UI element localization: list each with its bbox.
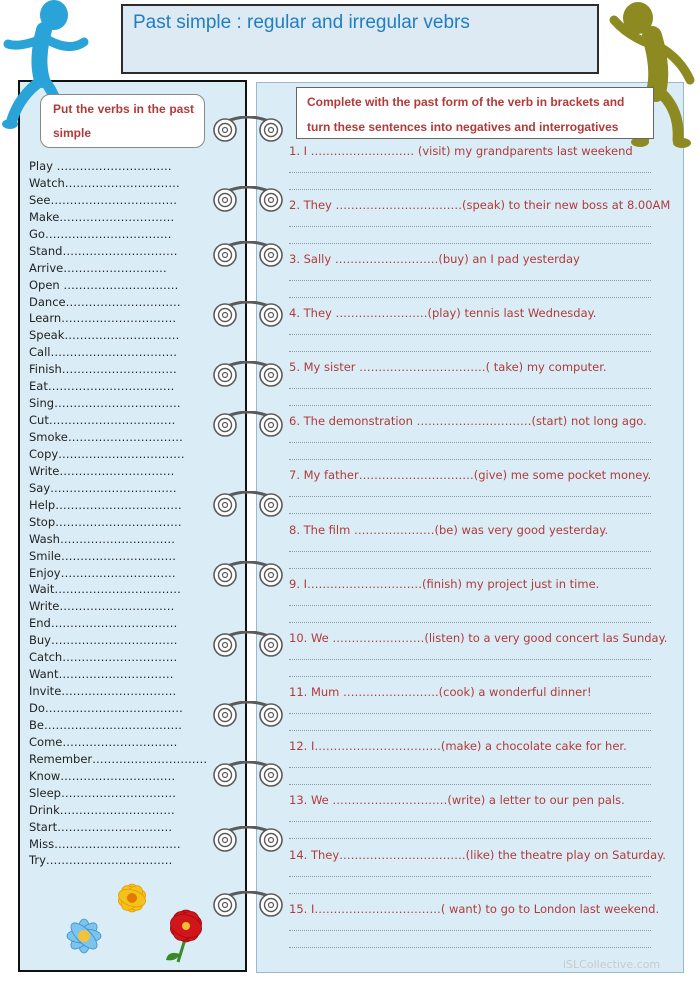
answer-line — [289, 659, 651, 660]
spiral-ring-icon — [211, 411, 285, 439]
spiral-ring-icon — [211, 186, 285, 214]
answer-line — [289, 351, 651, 352]
sentence-11: 11. Mum …………………….(cook) a wonderful dinner! — [289, 685, 592, 699]
sentence-8: 8. The film …………………(be) was very good yesterday. — [289, 523, 609, 537]
spiral-ring-icon — [211, 301, 285, 329]
answer-line — [289, 334, 651, 335]
spiral-ring-icon — [211, 631, 285, 659]
answer-line — [289, 767, 651, 768]
verb-item: Miss…………………………… — [29, 836, 181, 851]
verb-item: Invite………………………… — [29, 684, 177, 699]
right-instruction — [296, 87, 654, 139]
answer-line — [289, 784, 651, 785]
verb-item: Enjoy………………………… — [29, 565, 176, 580]
verb-item: Play ………………………… — [29, 159, 172, 173]
verb-item: Arrive……………………… — [29, 260, 167, 275]
answer-line — [289, 622, 651, 623]
verb-item: Start………………………… — [29, 819, 173, 834]
page-title: Past simple : regular and irregular vebrs — [133, 12, 470, 33]
answer-line — [289, 713, 651, 714]
verb-item: See…………………………… — [29, 192, 177, 207]
title-box — [121, 4, 599, 74]
answer-line — [289, 947, 651, 948]
answer-line — [289, 676, 651, 677]
verb-item: Dance………………………… — [29, 294, 181, 309]
verb-item: Cut…………………………… — [29, 413, 176, 428]
spiral-ring-icon — [211, 241, 285, 269]
verb-item: End…………………………… — [29, 616, 178, 631]
sentence-2: 2. They ……………………………(speak) to their new boss at 8.00AM — [289, 198, 671, 212]
answer-line — [289, 821, 651, 822]
answer-line — [289, 297, 651, 298]
sentence-5: 5. My sister ……………………………( take) my computer. — [289, 360, 607, 374]
answer-line — [289, 513, 651, 514]
verb-item: Go…………………………… — [29, 226, 172, 241]
verb-item: Write………………………… — [29, 599, 175, 614]
verb-list — [29, 158, 207, 869]
right-instruction-line1: Complete with the past form of the verb in brackets and — [307, 95, 625, 109]
spiral-ring-icon — [211, 891, 285, 919]
answer-line — [289, 551, 651, 552]
answer-line — [289, 730, 651, 731]
verb-item: Sing…………………………… — [29, 396, 181, 411]
verb-item: Stop…………………………… — [29, 514, 182, 529]
verb-item: Try…………………………… — [29, 853, 173, 868]
spiral-ring-icon — [211, 361, 285, 389]
yellow-flower-icon — [106, 876, 158, 920]
verb-item: Come………………………… — [29, 734, 178, 749]
verb-item: Buy…………………………… — [29, 633, 178, 648]
answer-line — [289, 496, 651, 497]
answer-line — [289, 893, 651, 894]
verb-item: Smoke………………………… — [29, 430, 183, 444]
verb-item: Wait…………………………… — [29, 582, 181, 597]
verb-item: Call…………………………… — [29, 345, 177, 360]
sentence-10: 10. We ……………………(listen) to a very good concert las Sunday. — [289, 631, 668, 645]
verb-item: Help…………………………… — [29, 497, 182, 512]
verb-item: Learn………………………… — [29, 311, 177, 326]
sentence-3: 3. Sally ………………………(buy) an I pad yesterday — [289, 252, 580, 266]
verb-item: Open ………………………… — [29, 277, 179, 292]
left-instruction: Put the verbs in the past simple — [40, 94, 205, 148]
verb-item: Stand………………………… — [29, 243, 178, 258]
answer-line — [289, 838, 651, 839]
spiral-ring-icon — [211, 701, 285, 729]
answer-line — [289, 605, 651, 606]
sentence-13: 13. We …………………………(write) a letter to our pen pals. — [289, 793, 625, 807]
verb-item: Eat…………………………… — [29, 379, 175, 394]
verb-item: Want………………………… — [29, 667, 174, 682]
answer-line — [289, 189, 651, 190]
verb-item: Sleep………………………… — [29, 785, 176, 800]
verb-item: Remember………………………… — [29, 751, 208, 766]
answer-line — [289, 442, 651, 443]
verb-item: Say…………………………… — [29, 480, 177, 495]
sentence-6: 6. The demonstration …………………………(start) not long ago. — [289, 414, 647, 428]
answer-line — [289, 876, 651, 877]
sentence-9: 9. I…………………………(finish) my project just in time. — [289, 577, 600, 591]
sentence-7: 7. My father…………………………(give) me some pocket money. — [289, 468, 652, 482]
spiral-ring-icon — [211, 116, 285, 144]
answer-line — [289, 280, 651, 281]
spiral-ring-icon — [211, 491, 285, 519]
spiral-ring-icon — [211, 561, 285, 589]
footer-watermark: iSLCollective.com — [563, 958, 661, 971]
verb-item: Wash………………………… — [29, 531, 175, 546]
sentence-12: 12. I……………………………(make) a chocolate cake for her. — [289, 739, 627, 753]
red-hibiscus-icon — [158, 896, 212, 966]
answer-line — [289, 226, 651, 227]
spiral-ring-icon — [211, 761, 285, 789]
sentence-14: 14. They……………………………(like) the theatre play on Saturday. — [289, 848, 666, 862]
sentence-1: 1. I ……………………… (visit) my grandparents last weekend — [289, 144, 633, 158]
verb-item: Know………………………… — [29, 768, 176, 783]
verb-item: Smile………………………… — [29, 548, 176, 563]
verb-item: Drink………………………… — [29, 802, 175, 817]
verb-item: Be……………………………… — [29, 717, 182, 732]
answer-line — [289, 930, 651, 931]
verb-item: Make………………………… — [29, 209, 175, 224]
answer-line — [289, 243, 651, 244]
verb-item: Copy…………………………… — [29, 446, 185, 461]
answer-line — [289, 388, 651, 389]
verb-item: Write………………………… — [29, 463, 175, 478]
answer-line — [289, 172, 651, 173]
right-instruction-line2: turn these sentences into negatives and interrogatives — [307, 120, 619, 134]
blue-flower-icon — [52, 916, 116, 956]
verb-item: Watch………………………… — [29, 175, 180, 190]
answer-line — [289, 405, 651, 406]
verb-item: Finish………………………… — [29, 362, 177, 377]
sentence-4: 4. They ……………………(play) tennis last Wednesday. — [289, 306, 597, 320]
verb-item: Catch………………………… — [29, 650, 178, 665]
verb-item: Do……………………………… — [29, 701, 183, 715]
answer-line — [289, 568, 651, 569]
answer-line — [289, 459, 651, 460]
sentence-15: 15. I……………………………( want) to go to London last weekend. — [289, 902, 660, 916]
verb-item: Speak………………………… — [29, 328, 180, 343]
spiral-ring-icon — [211, 826, 285, 854]
